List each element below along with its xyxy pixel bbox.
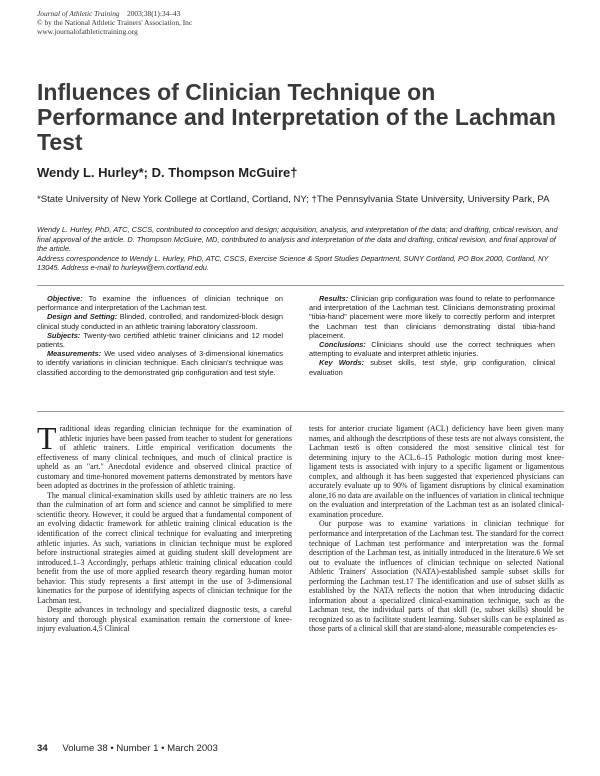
journal-citation: 2003;38(1):34–43 <box>127 9 181 18</box>
article-title: Influences of Clinician Technique on Performance and Interpretation of the Lachman Test <box>37 79 556 155</box>
abstract-design: Design and Setting: Blinded, controlled, and randomized-block design clinical study conducted in an athletic training laboratory classroom. <box>37 312 283 331</box>
page-footer <box>37 743 218 754</box>
abstract-objective: Objective: To examine the influences of clinician technique on performance and interpretation of the Lachman test. <box>37 294 283 313</box>
abstract-subjects: Subjects: Twenty-two certified athletic trainer clinicians and 12 model patients. <box>37 330 283 350</box>
journal-copyright: © by the National Athletic Trainers' Association, Inc <box>37 18 193 27</box>
author-contributions: Wendy L. Hurley, PhD, ATC, CSCS, contributed to conception and design; acquisition, analysis, and interpretation of the data; and drafting, critical revision, and final approval of the article. D. Thompson McGuire, MD, contributed to analysis and interpretation of the data and drafting, critical revision, and final approval of the article. <box>37 225 558 254</box>
correspondence-address: Address correspondence to Wendy L. Hurley, PhD, ATC, CSCS, Exercise Science & Sport Studies Department, SUNY Cortland, PO Box 2000, Cortland, NY 13045. Address e-mail to hurleyw@em.cortland.edu. <box>37 253 549 273</box>
body-paragraph: Traditional ideas regarding clinician technique for the examination of athletic injuries have been passed from teacher to student for generations of athletic trainers. Little empirical verification documents the effectiveness of many clinical techniques, and much of clinical practice is upheld as an "art." Anecdotal evidence and observed clinical practice of customary and time-honored movement patterns demonstrated by mentors have been adopted as doctrines in the profession of athletic training. <box>37 420 292 491</box>
abstract-right-column <box>309 294 555 377</box>
body-paragraph: Despite advances in technology and specialized diagnostic tests, a careful history and thorough physical examination remain the cornerstone of knee-injury evaluation.4,5 Clinical <box>37 605 292 634</box>
page-number: 34 <box>37 743 48 754</box>
body-right-column <box>309 424 564 634</box>
abstract-keywords: Key Words: subset skills, test style, grip configuration, clinical evaluation <box>309 358 555 377</box>
article-authors: Wendy L. Hurley*; D. Thompson McGuire† <box>37 165 298 180</box>
abstract-left-column <box>37 294 283 377</box>
abstract-bottom-rule <box>37 411 564 412</box>
abstract-top-rule <box>37 285 564 286</box>
journal-header <box>37 9 192 36</box>
body-left-column <box>37 420 292 634</box>
journal-url[interactable]: www.journalofathletictraining.org <box>37 27 138 36</box>
journal-name: Journal of Athletic Training <box>37 9 120 18</box>
drop-cap: T <box>37 420 57 456</box>
body-paragraph: Our purpose was to examine variations in clinician technique for performance and interpretation of the Lachman test. The standard for the correct technique of Lachman test performance and interpretation was the formal description of the Lachman test, as initially introduced in the literature.6 We set out to evaluate the influences of clinician technique on selected National Athletic Trainers' Association (NATA)-established sample subset skills for performing the Lachman test.17 The identification and use of subset skills as established by the NATA reflects the notion that when introducing didactic information about a specialized clinical-examination technique, such as the Lachman test, the individual parts of that skill (ie, subset skills) should be recognized so as to facilitate student learning. Subset skills can be explained as those parts of a clinical skill that are stand-alone, measurable competencies es- <box>309 519 564 634</box>
author-affiliations: *State University of New York College at Cortland, Cortland, NY; †The Pennsylvania State University, University Park, PA <box>37 194 550 205</box>
abstract-measurements: Measurements: We used video analyses of 3-dimensional kinematics to identify variations in clinician technique. Each clinician's technique was classified according to the demonstrated grip configuration and test style. <box>37 349 283 377</box>
abstract-conclusions: Conclusions: Clinicians should use the correct techniques when attempting to evaluate and interpret athletic injuries. <box>309 340 555 359</box>
author-notes <box>37 225 567 273</box>
body-paragraph: tests for anterior cruciate ligament (ACL) deficiency have been given many names, and although the descriptions of these tests are not always consistent, the Lachman test6 is often considered the most sensitive clinical test for determining injury to the ACL.6–15 Pathologic motion during most knee-ligament tests is associated with injury to a specific ligament or ligamentous complex, and although it has been suggested that experienced physicians can accurately evaluate up to 90% of ligament disruptions by clinical examination alone,16 no data are available on the influences of variation in clinical technique on the evaluation and interpretation of the Lachman test as an isolated clinical-examination procedure. <box>309 424 564 519</box>
abstract-results: Results: Clinician grip configuration was found to relate to performance and interpretation of the Lachman test. Clinicians demonstrating proximal "tibia-hand" placement were more likely to correctly perform and interpret the Lachman test than clinicians demonstrating distal tibia-hand placement. <box>309 294 555 340</box>
body-paragraph: The manual clinical-examination skills used by athletic trainers are no less than the culmination of art form and science and cannot be simplified to mere scientific theory. However, it could be argued that a fundamental component of an evolving didactic framework for athletic training clinical education is the identification of the correct clinical technique for evaluating and interpreting athletic injuries. As such, variations in clinician technique must be explored before instructional strategies aimed at guiding student skill development are introduced.1–3 Accordingly, perhaps athletic training clinical education could benefit from the use of more applied research theory regarding human motor behavior. This study represents a first attempt in the use of 3-dimensional kinematics for the purpose of identifying aspects of clinician technique for the Lachman test. <box>37 490 292 605</box>
issue-info: Volume 38 • Number 1 • March 2003 <box>62 743 218 754</box>
